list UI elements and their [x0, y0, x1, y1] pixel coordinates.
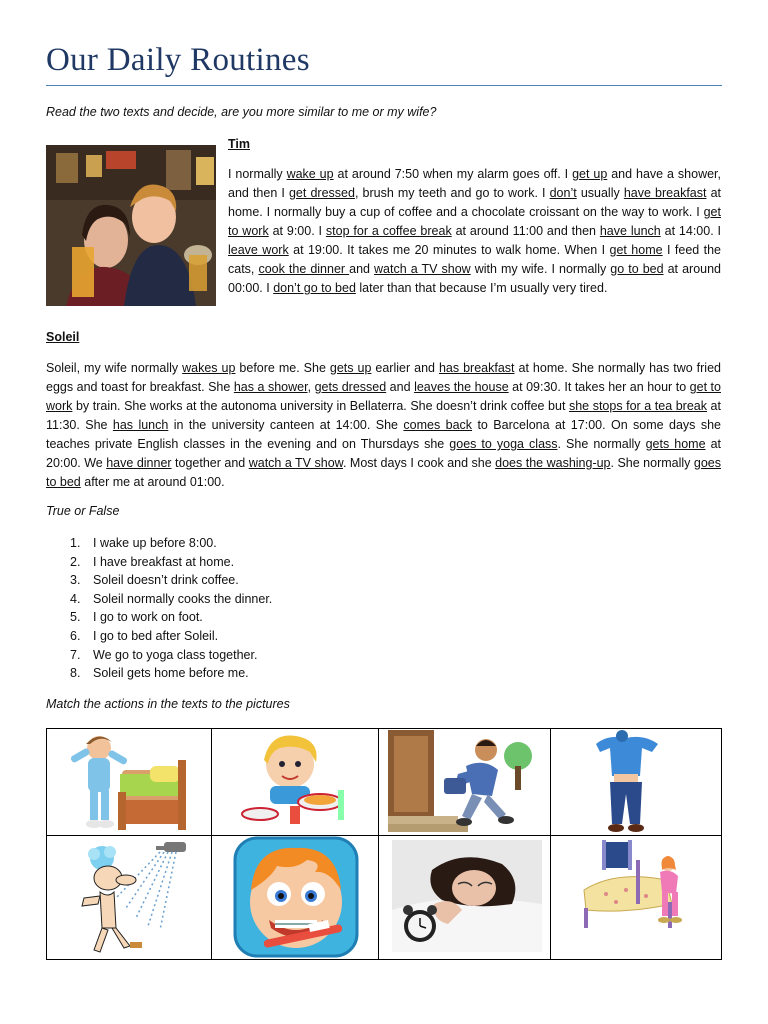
text-run: at 20:00. We	[46, 437, 721, 470]
underlined-phrase: cook the dinner	[258, 262, 350, 276]
text-run: and	[386, 380, 415, 394]
list-item	[70, 536, 272, 555]
text-run: after me at around 01:00.	[80, 475, 225, 489]
intro-text: Read the two texts and decide, are you more similar to me or my wife?	[46, 105, 437, 119]
text-run: by train. She works at the autonoma university in Bellaterra. She doesn’t drink coffee but	[72, 399, 569, 413]
text-run: I normally	[228, 167, 287, 181]
grid-line	[378, 728, 379, 960]
match-heading: Match the actions in the texts to the pictures	[46, 697, 290, 711]
item-text: Soleil doesn’t drink coffee.	[93, 573, 239, 588]
man-getting-dressed-picture	[566, 730, 696, 839]
item-text: Soleil normally cooks the dinner.	[93, 591, 273, 606]
boy-stretching-by-bed-picture	[64, 730, 194, 839]
text-run: and have a shower, and then I	[228, 167, 722, 200]
man-leaving-house-picture	[388, 730, 538, 839]
page-title: Our Daily Routines	[46, 42, 310, 78]
underlined-phrase: have dinner	[106, 456, 172, 470]
list-item	[70, 592, 272, 611]
text-run: ,	[307, 380, 315, 394]
woman-alarm-clock-picture	[392, 840, 542, 957]
text-run: usually	[576, 186, 624, 200]
picture-grid	[46, 728, 722, 960]
text-run: at home. I normally buy a cup of coffee and a chocolate croissant on the way to work. I	[228, 186, 722, 219]
underlined-phrase: comes back	[403, 418, 473, 432]
list-item	[70, 629, 272, 648]
underlined-phrase: has a shower	[233, 380, 308, 394]
text-run: in the university canteen at 14:00. She	[168, 418, 404, 432]
list-item	[70, 573, 272, 592]
underlined-phrase: wakes up	[182, 361, 236, 375]
grid-line	[46, 728, 722, 729]
boy-brushing-teeth-picture	[233, 836, 359, 963]
text-run: , brush my teeth and go to work. I	[354, 186, 550, 200]
item-number: 1.	[70, 536, 81, 550]
text-run: at 11:30. She	[46, 399, 721, 432]
list-item	[70, 648, 272, 667]
list-item	[70, 666, 272, 685]
text-run: . She normally	[557, 437, 646, 451]
list-item	[70, 610, 272, 629]
text-run: I feed the cats,	[228, 243, 722, 276]
underlined-phrase: don’t	[549, 186, 577, 200]
text-run: before me. She	[235, 361, 330, 375]
item-number: 3.	[70, 573, 81, 588]
underlined-phrase: leaves the house	[414, 380, 509, 394]
item-text: I go to bed after Soleil.	[93, 628, 219, 643]
text-run: at around 11:00 and then	[451, 224, 600, 238]
underlined-phrase: get dressed	[288, 186, 355, 200]
grid-line	[721, 728, 722, 960]
item-text: We go to yoga class together.	[93, 647, 258, 662]
underlined-phrase: watch a TV show	[248, 456, 343, 470]
item-text: I go to work on foot.	[93, 610, 203, 625]
text-run: at 14:00. I	[660, 224, 722, 238]
underlined-phrase: get home	[609, 243, 663, 257]
underlined-phrase: she stops for a tea break	[568, 399, 707, 413]
text-run: Soleil, my wife normally	[46, 361, 183, 375]
text-run: at 19:00. It takes me 20 minutes to walk home. When I	[288, 243, 610, 257]
text-run: to Barcelona at 17:00. On some days she teaches private English classes in the evening and on Thursdays she	[46, 418, 721, 451]
underlined-phrase: goes to bed	[46, 456, 721, 489]
underlined-phrase: get to work	[228, 205, 721, 238]
title-rule	[46, 85, 722, 86]
grid-line	[550, 728, 551, 960]
soleil-paragraph	[46, 359, 721, 492]
item-text: I wake up before 8:00.	[93, 536, 217, 550]
underlined-phrase: has breakfast	[438, 361, 515, 375]
underlined-phrase: gets dressed	[314, 380, 387, 394]
text-run: . Most days I cook and she	[342, 456, 496, 470]
underlined-phrase: have breakfast	[623, 186, 707, 200]
underlined-phrase: get up	[572, 167, 608, 181]
tim-heading: Tim	[228, 137, 250, 151]
true-false-heading: True or False	[46, 504, 120, 518]
grid-line	[46, 728, 47, 960]
underlined-phrase: wake up	[286, 167, 334, 181]
underlined-phrase: get to work	[46, 380, 721, 413]
text-run: at 9:00. I	[268, 224, 326, 238]
text-run: earlier and	[371, 361, 439, 375]
item-number: 5.	[70, 610, 81, 625]
text-run: at around 00:00. I	[228, 262, 721, 295]
underlined-phrase: don’t go to bed	[273, 281, 356, 295]
item-number: 7.	[70, 647, 81, 662]
woman-making-bed-picture	[576, 840, 696, 939]
underlined-phrase: has lunch	[112, 418, 169, 432]
underlined-phrase: watch a TV show	[374, 262, 471, 276]
text-run: . She normally	[610, 456, 694, 470]
text-run: with my wife. I normally	[470, 262, 611, 276]
item-number: 4.	[70, 591, 81, 606]
text-run: at home. She normally has two fried eggs and toast for breakfast. She	[46, 361, 721, 394]
underlined-phrase: does the washing-up	[495, 456, 611, 470]
boy-eating-breakfast-picture	[230, 730, 360, 839]
text-run: together and	[171, 456, 249, 470]
text-run: at around 7:50 when my alarm goes off. I	[333, 167, 573, 181]
tim-paragraph	[228, 165, 721, 298]
underlined-phrase: go to bed	[610, 262, 664, 276]
text-run: at 09:30. It takes her an hour to	[508, 380, 690, 394]
true-false-list	[70, 536, 272, 685]
soleil-heading: Soleil	[46, 330, 80, 344]
underlined-phrase: leave work	[228, 243, 289, 257]
underlined-phrase: have lunch	[599, 224, 661, 238]
item-number: 8.	[70, 666, 81, 681]
list-item	[70, 555, 272, 574]
underlined-phrase: stop for a coffee break	[325, 224, 452, 238]
underlined-phrase: gets up	[329, 361, 372, 375]
man-taking-shower-picture	[64, 838, 194, 961]
item-number: 6.	[70, 628, 81, 643]
underlined-phrase: gets home	[645, 437, 706, 451]
item-number: 2.	[70, 554, 81, 569]
couple-photo	[46, 145, 216, 306]
grid-line	[211, 728, 212, 960]
item-text: Soleil gets home before me.	[93, 666, 249, 681]
text-run: later than that because I’m usually very tired.	[355, 281, 608, 295]
underlined-phrase: goes to yoga class	[449, 437, 558, 451]
text-run: and	[349, 262, 375, 276]
item-text: I have breakfast at home.	[93, 554, 235, 569]
